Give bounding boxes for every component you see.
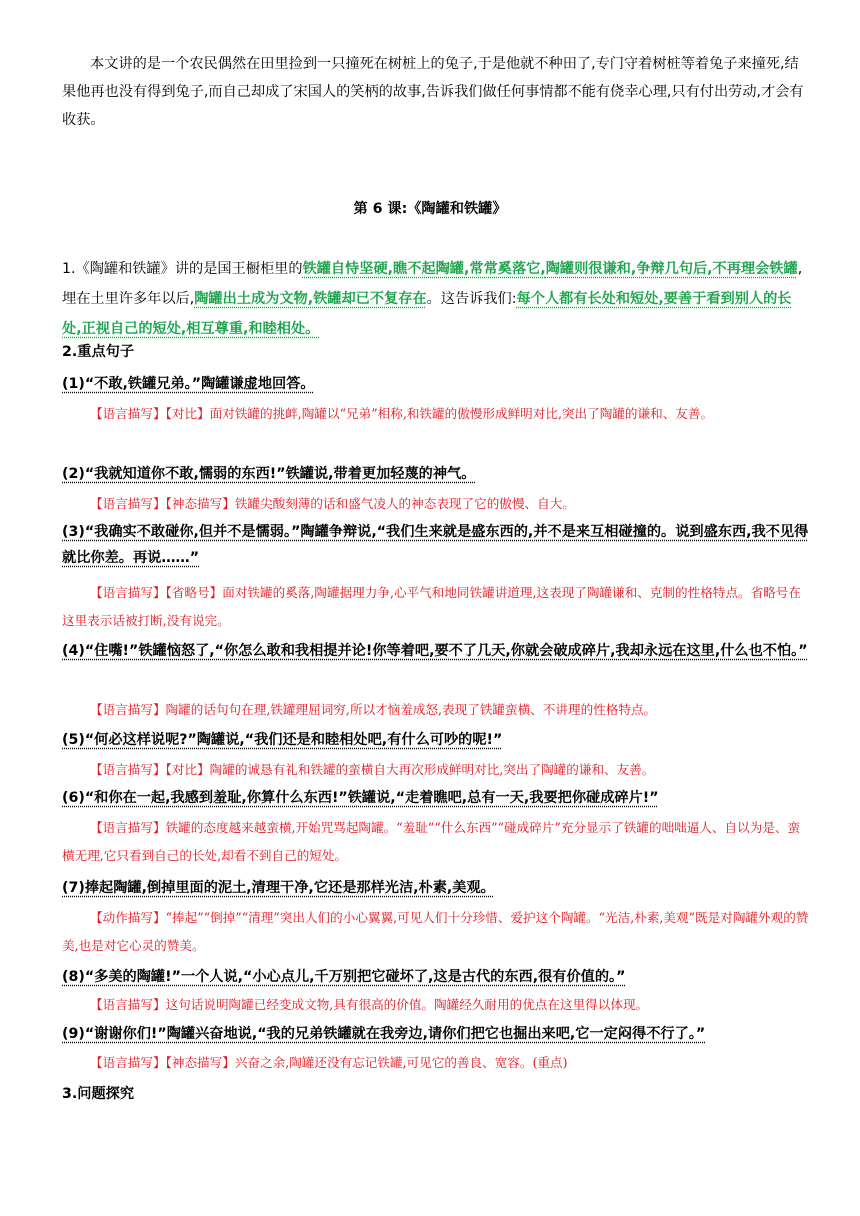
sentence-annotation: 【语言描写】【对比】面对铁罐的挑衅,陶罐以“兄弟”相称,和铁罐的傲慢形成鲜明对比,突出了陶罐的谦和、友善。: [90, 406, 714, 421]
sentence-annotation: 【语言描写】【神态描写】兴奋之余,陶罐还没有忘记铁罐,可见它的善良、宽容。(重点): [90, 1055, 568, 1070]
summary-paragraph: [62, 254, 810, 344]
key-sentence: [62, 371, 810, 397]
sentence-annotation: 【语言描写】铁罐的态度越来越蛮横,开始咒骂起陶罐。“羞耻”“什么东西”“碰成碎片”充分显示了铁罐的咄咄逼人、自以为是、蛮横无理,它只看到自己的长处,却看不到自己的短处。: [62, 820, 801, 863]
summary-highlight-2: 陶罐则很谦和,争辩几句后,不再理会铁罐: [545, 261, 798, 277]
summary-highlight-3: 陶罐出土成为文物,铁罐却已不复存在: [194, 291, 427, 307]
summary-text-3: 。这告诉我们:: [426, 291, 517, 307]
sentence-annotation: 【语言描写】这句话说明陶罐已经变成文物,具有很高的价值。陶罐经久耐用的优点在这里得以体现。: [90, 997, 649, 1012]
sentence-text: (2)“我就知道你不敢,懦弱的东西!”铁罐说,带着更加轻蔑的神气。: [62, 466, 476, 482]
sentence-text: (8)“多美的陶罐!”一个人说,“小心点儿,千万别把它碰坏了,这是古代的东西,很有价值的。”: [62, 969, 626, 985]
key-sentence: [62, 461, 810, 487]
sentence-annotation: 【语言描写】【神态描写】铁罐尖酸刻薄的话和盛气凌人的神态表现了它的傲慢、自大。: [90, 496, 575, 511]
key-sentence: [62, 1021, 810, 1047]
section-heading-question-exploration: 3.问题探究: [62, 1086, 135, 1102]
sentence-text: (1)“不敢,铁罐兄弟。”陶罐谦虚地回答。: [62, 376, 315, 392]
sentence-annotation: 【动作描写】“捧起”“倒掉”“清理”突出人们的小心翼翼,可见人们十分珍惜、爱护这个陶罐。“光洁,朴素,美观”既是对陶罐外观的赞美,也是对它心灵的赞美。: [62, 910, 809, 953]
sentence-annotation: 【语言描写】【对比】陶罐的诚恳有礼和铁罐的蛮横自大再次形成鲜明对比,突出了陶罐的谦和、友善。: [90, 762, 655, 777]
key-sentence: [62, 875, 810, 901]
sentence-annotation: 【语言描写】【省略号】面对铁罐的奚落,陶罐据理力争,心平气和地同铁罐讲道理,这表现了陶罐谦和、克制的性格特点。省略号在这里表示话被打断,没有说完。: [62, 585, 801, 628]
summary-highlight-1: 铁罐自恃坚硬,瞧不起陶罐,常常奚落它,: [302, 261, 546, 277]
section-heading-key-sentences: 2.重点句子: [62, 344, 135, 360]
summary-highlight-4: 每个人都有长处和短处,要善于看到别人的长处,正视自己的短处,相互尊重,和睦相处。: [62, 291, 792, 337]
key-sentence: [62, 519, 810, 571]
sentence-text: (7)捧起陶罐,倒掉里面的泥土,清理干净,它还是那样光洁,朴素,美观。: [62, 880, 495, 896]
key-sentence: [62, 964, 810, 990]
intro-paragraph: 本文讲的是一个农民偶然在田里捡到一只撞死在树桩上的兔子,于是他就不种田了,专门守着树桩等着兔子来撞死,结果他再也没有得到兔子,而自己却成了宋国人的笑柄的故事,告诉我们做任何事情都不能有侥幸心理,只有付出劳动,才会有收获。: [62, 56, 804, 128]
summary-text-2: ,埋在土里许多年以后,: [62, 261, 803, 307]
lesson-title: 第 6 课:《陶罐和铁罐》: [353, 201, 507, 217]
sentence-text: (9)“谢谢你们!”陶罐兴奋地说,“我的兄弟铁罐就在我旁边,请你们把它也掘出来吧,它一定闷得不行了。”: [62, 1026, 706, 1042]
key-sentence: [62, 638, 810, 664]
key-sentence: [62, 727, 810, 753]
sentence-text: (4)“住嘴!”铁罐恼怒了,“你怎么敢和我相提并论!你等着吧,要不了几天,你就会破成碎片,我却永远在这里,什么也不怕。”: [62, 643, 808, 659]
summary-text-1: 1.《陶罐和铁罐》讲的是国王橱柜里的: [62, 261, 303, 277]
sentence-text: (6)“和你在一起,我感到羞耻,你算什么东西!”铁罐说,“走着瞧吧,总有一天,我要把你碰成碎片!”: [62, 790, 659, 806]
sentence-annotation: 【语言描写】陶罐的话句句在理,铁罐理屈词穷,所以才恼羞成怒,表现了铁罐蛮横、不讲理的性格特点。: [90, 702, 657, 717]
key-sentence: [62, 785, 810, 811]
sentence-text: (3)“我确实不敢碰你,但并不是懦弱。”陶罐争辩说,“我们生来就是盛东西的,并不是来互相碰撞的。说到盛东西,我不见得就比你差。再说……”: [62, 524, 809, 566]
sentence-text: (5)“何必这样说呢?”陶罐说,“我们还是和睦相处吧,有什么可吵的呢!”: [62, 732, 503, 748]
